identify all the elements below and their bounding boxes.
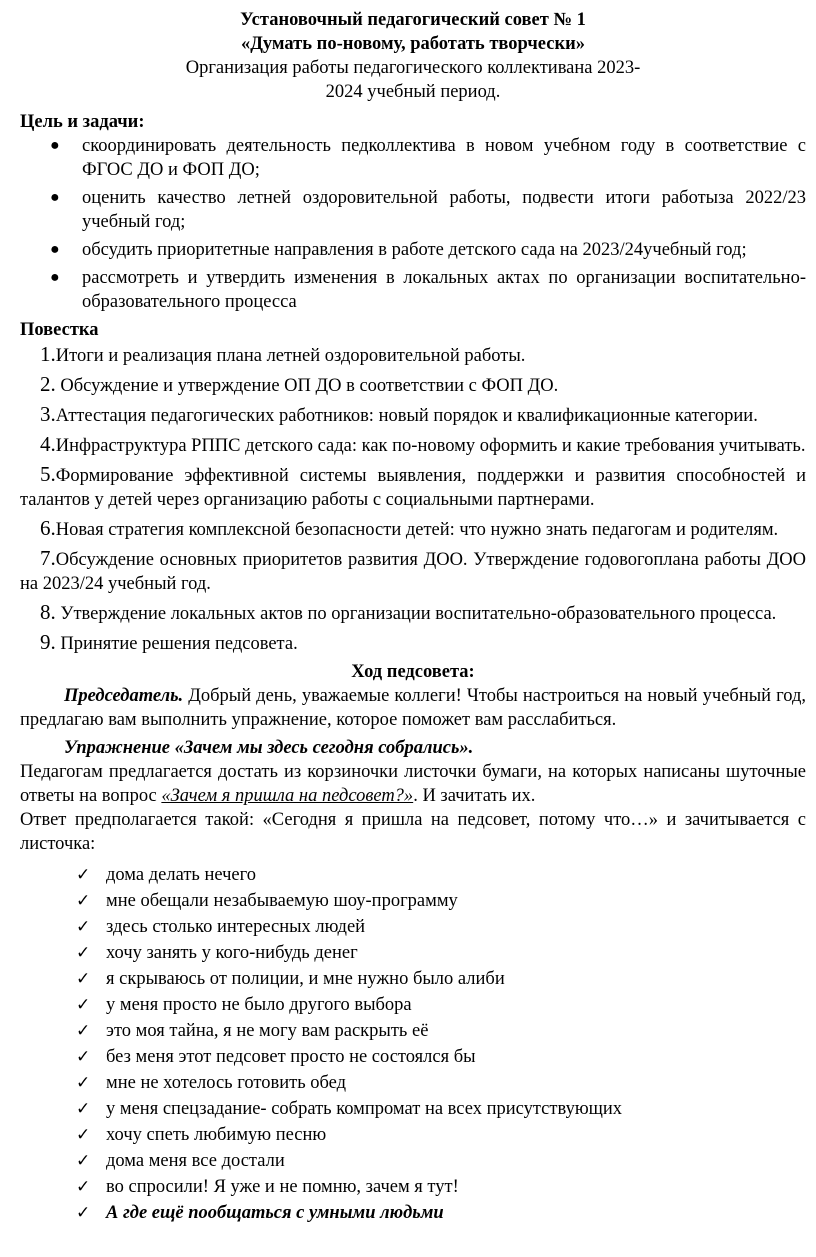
agenda-item: 3.Аттестация педагогических работников: новый порядок и квалификационные категории. [40, 402, 758, 426]
chair-paragraph: Председатель. Добрый день, уважаемые коллеги! Чтобы настроиться на новый учебный год, предлагаю вам выполнить упражнение, которое поможет вам расслабиться. [20, 686, 806, 730]
answer-item: ✓ без меня этот педсовет просто не состоялся бы [20, 1044, 806, 1070]
check-icon: ✓ [76, 969, 91, 989]
question-text: «Зачем я пришла на педсовет?» [161, 786, 414, 806]
goal-item: ● обсудить приоритетные направления в работе детского сада на 2023/24учебный год; [50, 240, 747, 260]
course-heading: Ход педсовета: [351, 662, 475, 682]
goals-list [20, 134, 806, 314]
check-icon: ✓ [76, 865, 91, 885]
answer-item-last: ✓ А где ещё пообщаться с умными людьми [20, 1200, 806, 1226]
answer-item: ✓ это моя тайна, я не могу вам раскрыть её [20, 1018, 806, 1044]
answer-item: ✓ мне обещали незабываемую шоу-программу [20, 888, 806, 914]
doc-period-line: 2024 учебный период. [325, 82, 501, 102]
agenda-list [20, 342, 806, 656]
doc-subtitle: «Думать по-новому, работать творчески» [240, 34, 586, 54]
instruction-paragraph: Педагогам предлагается достать из корзиночки листочки бумаги, на которых написаны шуточные ответы на вопрос «Зачем я пришла на педсовет?». И зачитать их. [20, 762, 806, 806]
agenda-item: 1.Итоги и реализация плана летней оздоровительной работы. [40, 342, 526, 366]
goal-item: ● рассмотреть и утвердить изменения в локальных актах по организации воспитательно-образовательного процесса [50, 268, 806, 312]
check-icon: ✓ [76, 1073, 91, 1093]
answer-intro: Ответ предполагается такой: «Сегодня я пришла на педсовет, потому что…» и зачитывается с листочка: [20, 810, 806, 854]
chair-label: Председатель. [64, 686, 184, 706]
answer-item: ✓ дома меня все достали [20, 1148, 806, 1174]
check-icon: ✓ [76, 995, 91, 1015]
bullet-icon: ● [50, 137, 60, 154]
agenda-item: 8. Утверждение локальных актов по организации воспитательно-образовательного процесса. [40, 600, 777, 624]
answer-item: ✓ дома делать нечего [20, 862, 806, 888]
doc-org-line: Организация работы педагогического коллективана 2023- [185, 58, 641, 78]
agenda-item: 9. Принятие решения педсовета. [40, 630, 298, 654]
agenda-item: 4.Инфраструктура РППС детского сада: как по-новому оформить и какие требования учитывать. [40, 432, 806, 456]
check-icon: ✓ [76, 1177, 91, 1197]
answer-item: ✓ я скрываюсь от полиции, и мне нужно было алиби [20, 966, 806, 992]
answer-item: ✓ мне не хотелось готовить обед [20, 1070, 806, 1096]
goal-item: ● скоординировать деятельность педколлектива в новом учебном году в соответствие с ФГОС ДО и ФОП ДО; [50, 136, 806, 180]
check-icon: ✓ [76, 1047, 91, 1067]
exercise-title: Упражнение «Зачем мы здесь сегодня собрались». [64, 738, 474, 758]
check-icon: ✓ [76, 917, 91, 937]
check-icon: ✓ [76, 1125, 91, 1145]
goals-heading: Цель и задачи: [20, 112, 145, 132]
bullet-icon: ● [50, 241, 60, 258]
answer-item: ✓ хочу занять у кого-нибудь денег [20, 940, 806, 966]
goal-item: ● оценить качество летней оздоровительной работы, подвести итоги работыза 2022/23 учебный год; [50, 188, 806, 232]
answer-item: ✓ хочу спеть любимую песню [20, 1122, 806, 1148]
answer-item: ✓ во спросили! Я уже и не помню, зачем я тут! [20, 1174, 806, 1200]
check-icon: ✓ [76, 1151, 91, 1171]
doc-title: Установочный педагогический совет № 1 [240, 10, 586, 30]
document-page [20, 8, 806, 1226]
bullet-icon: ● [50, 189, 60, 206]
agenda-item: 2. Обсуждение и утверждение ОП ДО в соответствии с ФОП ДО. [40, 372, 559, 396]
check-icon: ✓ [76, 1099, 91, 1119]
check-icon: ✓ [76, 1203, 91, 1223]
check-icon: ✓ [76, 891, 91, 911]
check-icon: ✓ [76, 1021, 91, 1041]
answers-list [20, 862, 806, 1226]
agenda-item: 5.Формирование эффективной системы выявления, поддержки и развития способностей и талантов у детей через организацию работы с социальными партнерами. [20, 462, 806, 510]
answer-item: ✓ у меня просто не было другого выбора [20, 992, 806, 1018]
answer-item: ✓ здесь столько интересных людей [20, 914, 806, 940]
bullet-icon: ● [50, 269, 60, 286]
check-icon: ✓ [76, 943, 91, 963]
agenda-heading: Повестка [20, 320, 99, 340]
agenda-item: 6.Новая стратегия комплексной безопасности детей: что нужно знать педагогам и родителям. [40, 516, 779, 540]
agenda-item: 7.Обсуждение основных приоритетов развития ДОО. Утверждение годовогоплана работы ДОО на 2023/24 учебный год. [20, 546, 806, 594]
answer-item: ✓ у меня спецзадание- собрать компромат на всех присутствующих [20, 1096, 806, 1122]
